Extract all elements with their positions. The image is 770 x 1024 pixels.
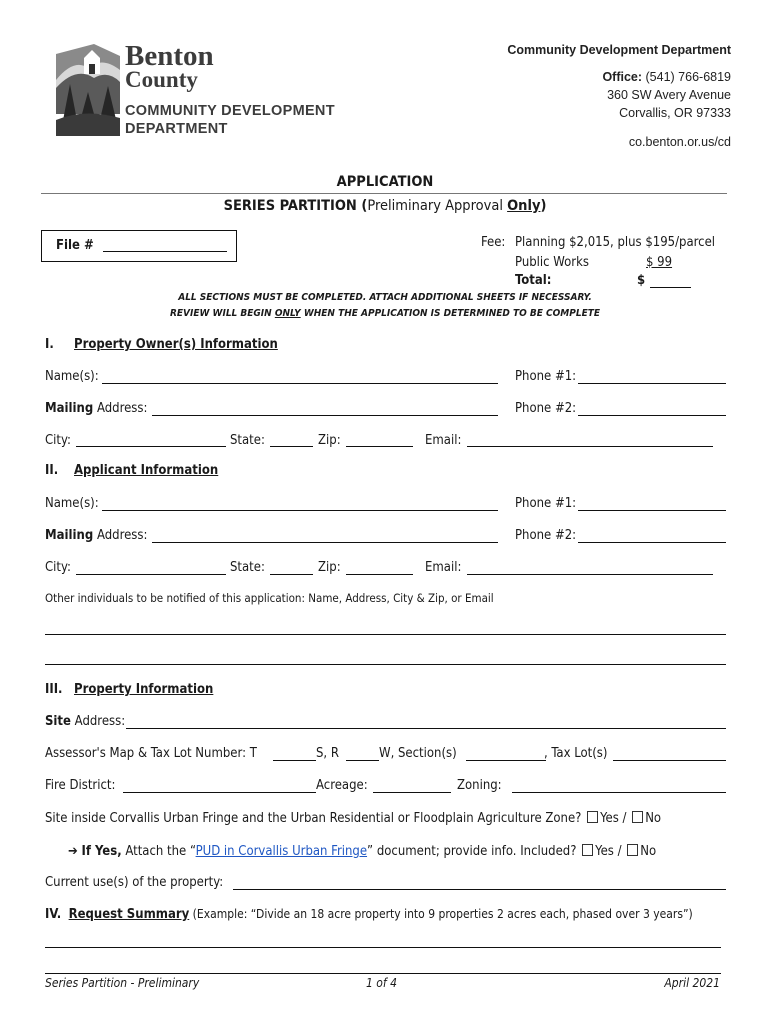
fee-total-value: $ [637, 273, 646, 288]
applicant-names-field[interactable] [102, 510, 498, 511]
footer-page-number: 1 of 4 [366, 976, 397, 990]
brand-name-line2: County [125, 67, 198, 92]
owner-names-label: Name(s): [45, 369, 99, 384]
range-label: S, R [316, 746, 339, 761]
section4-number: IV. [45, 907, 62, 922]
current-use-field[interactable] [233, 889, 726, 890]
pud-yes-label: Yes / [595, 844, 622, 859]
tax-lot-label: , Tax Lot(s) [544, 746, 608, 761]
applicant-state-field[interactable] [270, 574, 313, 575]
request-summary-field-2[interactable] [45, 973, 721, 974]
subtitle-only: Only [507, 198, 541, 214]
section-field[interactable] [466, 760, 546, 761]
owner-zip-field[interactable] [346, 446, 413, 447]
notice-line1: ALL SECTIONS MUST BE COMPLETED. ATTACH ADDITIONAL SHEETS IF NECESSARY. [178, 292, 592, 303]
current-use-label: Current use(s) of the property: [45, 875, 224, 890]
applicant-state-label: State: [230, 560, 265, 575]
site-address-rest: Address: [70, 714, 126, 729]
township-field[interactable] [273, 760, 316, 761]
section4-title: Request Summary [68, 907, 190, 922]
owner-mailing-rest: Address: [93, 401, 148, 416]
owner-email-label: Email: [425, 433, 462, 448]
applicant-phone1-label: Phone #1: [515, 496, 577, 511]
section2-title: Applicant Information [74, 463, 219, 478]
section-label: W, Section(s) [379, 746, 457, 761]
street-address: 360 SW Avery Avenue [607, 88, 731, 102]
fringe-no-checkbox[interactable] [632, 811, 643, 823]
tax-lot-field[interactable] [613, 760, 726, 761]
owner-email-field[interactable] [467, 446, 713, 447]
fee-total-field[interactable] [650, 287, 691, 288]
applicant-mailing-rest: Address: [93, 528, 148, 543]
owner-city-label: City: [45, 433, 71, 448]
other-notify-field-2[interactable] [45, 664, 726, 665]
notice-line2 [0, 308, 770, 319]
applicant-city-field[interactable] [76, 574, 226, 575]
section1-number: I. [45, 337, 54, 352]
site-address-label [45, 714, 125, 729]
applicant-mailing-bold: Mailing [45, 528, 94, 543]
owner-state-field[interactable] [270, 446, 313, 447]
fringe-yes-checkbox[interactable] [587, 811, 598, 823]
notice-line2-post: WHEN THE APPLICATION IS DETERMINED TO BE COMPLETE [300, 308, 601, 319]
pud-no-checkbox[interactable] [627, 844, 638, 856]
owner-city-field[interactable] [76, 446, 226, 447]
ifyes-post: ” document; provide info. Included? [367, 844, 577, 859]
title-divider [41, 193, 727, 194]
applicant-email-label: Email: [425, 560, 462, 575]
section4-header [45, 907, 693, 922]
subtitle-bold: SERIES PARTITION ( [223, 198, 368, 214]
fee-planning: Planning $2,015, plus $195/parcel [515, 235, 716, 250]
footer-form-name: Series Partition - Preliminary [45, 976, 200, 990]
dept-name: Community Development Department [507, 43, 731, 57]
pud-link[interactable]: PUD in Corvallis Urban Fringe [195, 844, 368, 859]
owner-phone2-label: Phone #2: [515, 401, 577, 416]
owner-mailing-field[interactable] [152, 415, 498, 416]
arrow-icon: ➔ [68, 844, 78, 859]
fringe-yes-label: Yes / [600, 811, 627, 826]
form-subtitle [0, 198, 770, 214]
applicant-names-label: Name(s): [45, 496, 99, 511]
owner-state-label: State: [230, 433, 265, 448]
form-title: APPLICATION [336, 174, 434, 190]
subtitle-normal: Preliminary Approval [367, 198, 508, 214]
pud-row [68, 844, 656, 859]
notice-line2-only: ONLY [274, 308, 301, 319]
fire-district-field[interactable] [123, 792, 316, 793]
city-state-zip: Corvallis, OR 97333 [619, 106, 731, 120]
pud-no-label: No [640, 844, 657, 859]
county-logo-icon [54, 44, 122, 140]
zoning-field[interactable] [512, 792, 726, 793]
section3-number: III. [45, 682, 63, 697]
site-address-field[interactable] [126, 728, 726, 729]
owner-phone1-label: Phone #1: [515, 369, 577, 384]
owner-zip-label: Zip: [318, 433, 341, 448]
fee-public-works-value: $ 99 [646, 255, 673, 270]
fire-district-label: Fire District: [45, 778, 116, 793]
site-address-bold: Site [45, 714, 71, 729]
section3-title: Property Information [74, 682, 214, 697]
applicant-zip-label: Zip: [318, 560, 341, 575]
applicant-phone1-field[interactable] [578, 510, 726, 511]
brand-name-line1: Benton [125, 40, 214, 72]
ifyes-pre: Attach the “ [121, 844, 196, 859]
section1-title: Property Owner(s) Information [74, 337, 278, 352]
range-field[interactable] [346, 760, 379, 761]
fee-public-works-label: Public Works [515, 255, 589, 270]
acreage-field[interactable] [373, 792, 451, 793]
owner-phone1-field[interactable] [578, 383, 726, 384]
fee-label: Fee: [481, 235, 506, 250]
applicant-mailing-field[interactable] [152, 542, 498, 543]
brand-name-line3: COMMUNITY DEVELOPMENT [125, 103, 335, 119]
fringe-no-label: No [645, 811, 662, 826]
file-number-field[interactable] [103, 251, 227, 252]
fringe-question: Site inside Corvallis Urban Fringe and the Urban Residential or Floodplain Agriculture Zone? [45, 811, 582, 826]
office-label: Office: [602, 70, 643, 84]
applicant-city-label: City: [45, 560, 71, 575]
fee-total-label: Total: [515, 273, 552, 288]
applicant-phone2-field[interactable] [578, 542, 726, 543]
applicant-mailing-label [45, 528, 147, 543]
fringe-question-row [45, 811, 661, 826]
owner-mailing-bold: Mailing [45, 401, 94, 416]
other-notify-field-1[interactable] [45, 634, 726, 635]
section2-number: II. [45, 463, 59, 478]
office-phone-line [602, 70, 731, 84]
owner-phone2-field[interactable] [578, 415, 726, 416]
owner-mailing-label [45, 401, 147, 416]
zoning-label: Zoning: [457, 778, 502, 793]
assessor-map-label: Assessor's Map & Tax Lot Number: T [45, 746, 257, 761]
file-number-label: File # [56, 238, 94, 253]
acreage-label: Acreage: [316, 778, 368, 793]
owner-names-field[interactable] [102, 383, 498, 384]
pud-yes-checkbox[interactable] [582, 844, 593, 856]
office-phone: (541) 766-6819 [645, 70, 731, 84]
footer-date: April 2021 [664, 976, 720, 990]
other-notify-label: Other individuals to be notified of this application: Name, Address, City & Zip, or Email [45, 591, 494, 605]
brand-name-line4: DEPARTMENT [125, 121, 228, 137]
subtitle-close: ) [540, 198, 547, 214]
request-summary-field-1[interactable] [45, 947, 721, 948]
notice-line2-pre: REVIEW WILL BEGIN [169, 308, 275, 319]
applicant-zip-field[interactable] [346, 574, 413, 575]
website: co.benton.or.us/cd [628, 135, 731, 149]
ifyes-label: If Yes, [81, 844, 122, 859]
applicant-email-field[interactable] [467, 574, 713, 575]
applicant-phone2-label: Phone #2: [515, 528, 577, 543]
section4-example: (Example: “Divide an 18 acre property into 9 properties 2 acres each, phased over 3 years”) [189, 907, 693, 921]
